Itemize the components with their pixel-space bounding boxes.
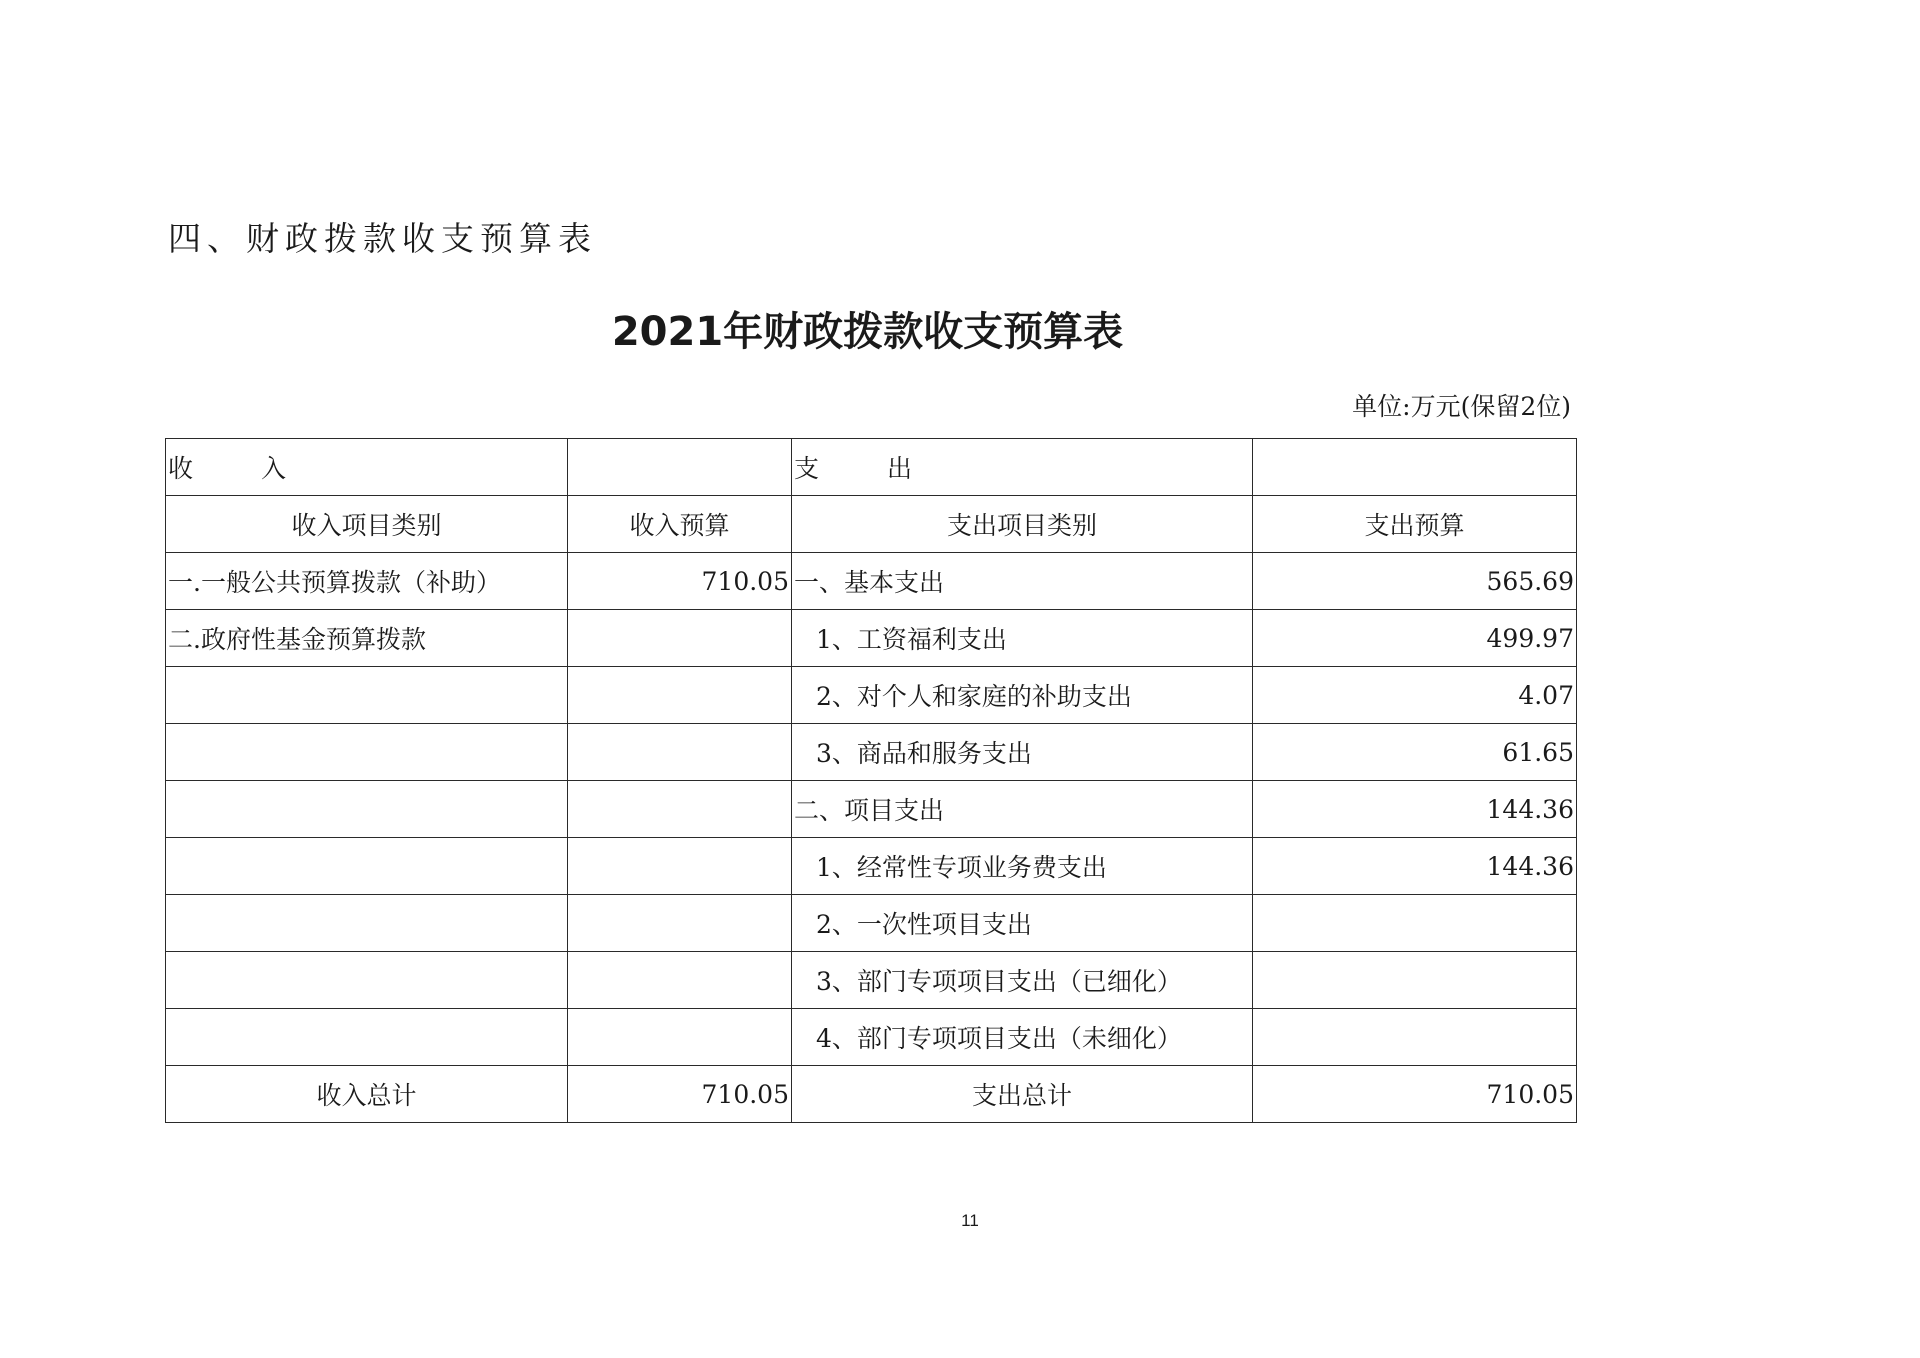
column-header-row [166,496,1577,553]
expense-category-cell: 4、部门专项项目支出（未细化） [792,1009,1253,1066]
section-heading: 四、财政拨款收支预算表 [168,219,597,258]
income-category-cell [166,781,568,838]
expense-category-cell: 2、对个人和家庭的补助支出 [792,667,1253,724]
income-budget-cell [568,781,792,838]
expense-category-cell: 1、工资福利支出 [792,610,1253,667]
income-budget-cell [568,895,792,952]
income-budget-cell: 710.05 [568,553,792,610]
expense-budget-cell [1253,895,1577,952]
expense-category-cell: 3、部门专项项目支出（已细化） [792,952,1253,1009]
table-row [166,952,1577,1009]
group-header-row [166,439,1577,496]
expense-budget-cell [1253,952,1577,1009]
income-category-cell [166,838,568,895]
expense-category-cell: 1、经常性专项业务费支出 [792,838,1253,895]
empty-cell [568,439,792,496]
income-category-cell: 二.政府性基金预算拨款 [166,610,568,667]
table-title: 2021年财政拨款收支预算表 [611,309,1124,355]
income-budget-cell [568,667,792,724]
income-category-cell [166,1009,568,1066]
income-budget-cell [568,724,792,781]
table-row [166,838,1577,895]
table-row [166,553,1577,610]
income-category-cell: 一.一般公共预算拨款（补助） [166,553,568,610]
totals-row [166,1066,1577,1123]
column-header-expense-budget: 支出预算 [1253,496,1577,553]
table-row [166,724,1577,781]
income-budget-cell [568,838,792,895]
income-category-cell [166,724,568,781]
table-row [166,1009,1577,1066]
expense-budget-cell: 144.36 [1253,838,1577,895]
expense-group-label-b: 出 [887,454,913,483]
expense-budget-cell [1253,1009,1577,1066]
budget-table [165,438,1577,1123]
expense-category-cell: 二、项目支出 [792,781,1253,838]
expense-budget-cell: 61.65 [1253,724,1577,781]
table-row [166,667,1577,724]
expense-budget-cell: 499.97 [1253,610,1577,667]
column-header-income-category: 收入项目类别 [166,496,568,553]
expense-budget-cell: 144.36 [1253,781,1577,838]
income-group-label-b: 入 [261,454,287,483]
page-number: 11 [961,1211,979,1230]
income-total-value: 710.05 [568,1066,792,1123]
income-group-header [166,439,568,496]
income-group-label-a: 收 [168,454,194,483]
expense-total-label: 支出总计 [792,1066,1253,1123]
table-row [166,895,1577,952]
column-header-expense-category: 支出项目类别 [792,496,1253,553]
income-budget-cell [568,952,792,1009]
income-total-label: 收入总计 [166,1066,568,1123]
income-budget-cell [568,610,792,667]
expense-group-header [792,439,1253,496]
income-category-cell [166,667,568,724]
unit-note: 单位:万元(保留2位) [1352,392,1571,421]
expense-total-value: 710.05 [1253,1066,1577,1123]
expense-budget-cell: 565.69 [1253,553,1577,610]
expense-category-cell: 一、基本支出 [792,553,1253,610]
table-row [166,781,1577,838]
income-budget-cell [568,1009,792,1066]
empty-cell [1253,439,1577,496]
expense-category-cell: 2、一次性项目支出 [792,895,1253,952]
expense-group-label-a: 支 [794,454,820,483]
income-category-cell [166,952,568,1009]
expense-budget-cell: 4.07 [1253,667,1577,724]
column-header-income-budget: 收入预算 [568,496,792,553]
income-category-cell [166,895,568,952]
table-row [166,610,1577,667]
expense-category-cell: 3、商品和服务支出 [792,724,1253,781]
